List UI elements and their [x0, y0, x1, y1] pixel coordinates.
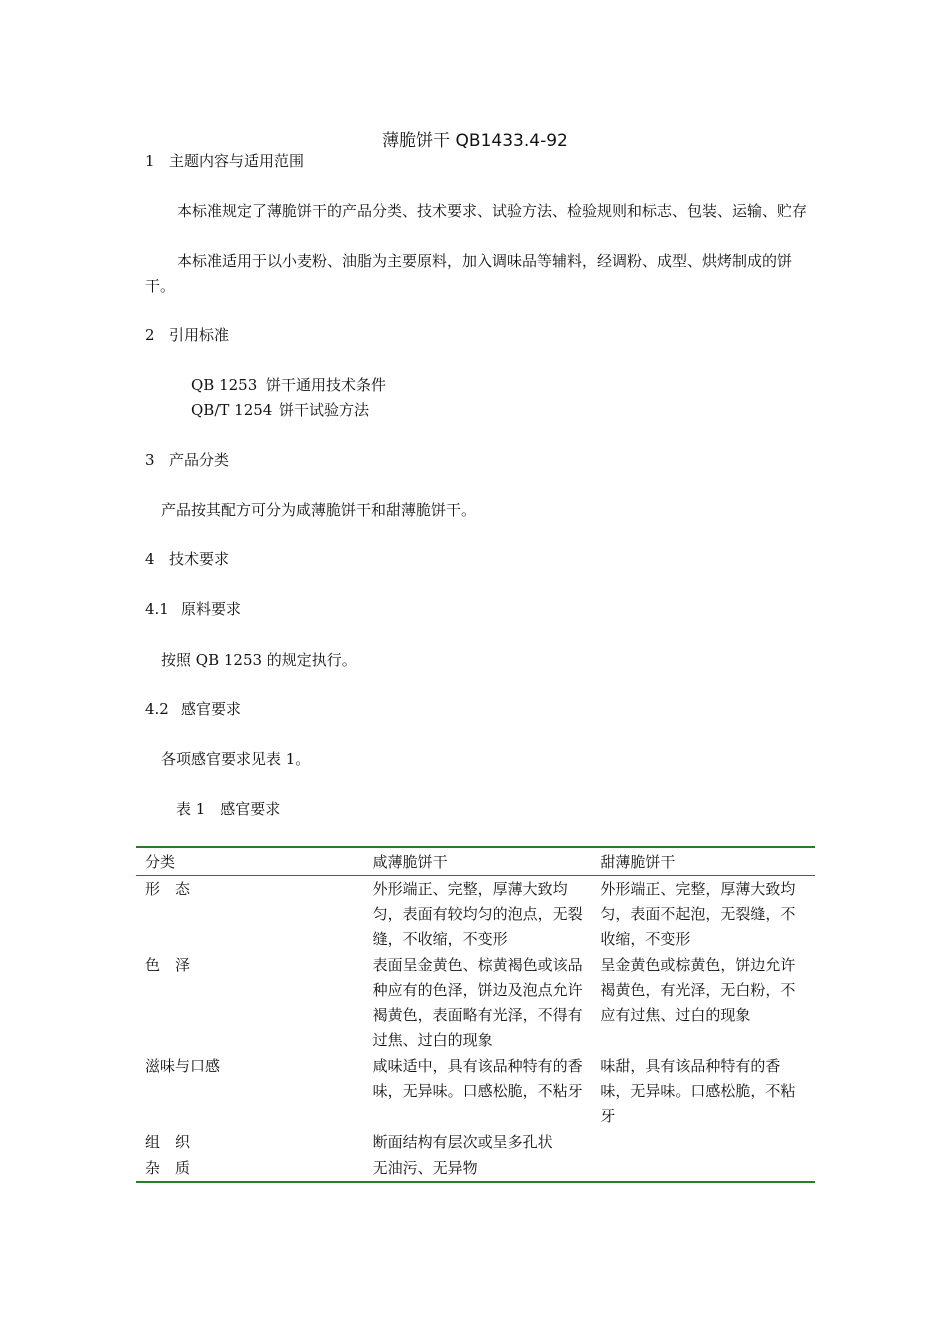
- reference-code: QB 1253: [191, 376, 258, 394]
- section-number: 4: [145, 550, 155, 568]
- table-row: [136, 1129, 815, 1155]
- sweet-value: 外形端正、完整，厚薄大致均匀，表面不起泡，无裂缝，不收缩，不变形: [600, 880, 796, 948]
- sensory-paragraph: 各项感官要求见表 1。: [161, 750, 311, 768]
- sweet-value: 呈金黄色或棕黄色，饼边允许褐黄色，有光泽，无白粉，不应有过焦、过白的现象: [600, 956, 796, 1024]
- sweet-value: [591, 1155, 815, 1182]
- sensory-requirements-table: [136, 846, 815, 1183]
- section-1-heading: [145, 151, 304, 171]
- table-caption: 表 1 感官要求: [176, 800, 281, 818]
- table-row: [136, 1053, 815, 1129]
- section-4-heading: [145, 549, 229, 569]
- salty-value: 外形端正、完整，厚薄大致均匀，表面有较均匀的泡点，无裂缝，不收缩，不变形: [372, 880, 583, 948]
- scope-paragraph-1: 本标准规定了薄脆饼干的产品分类、技术要求、试验方法、检验规则和标志、包装、运输、贮存: [177, 202, 808, 220]
- section-2-heading: [145, 325, 229, 345]
- reference-item: [191, 375, 386, 395]
- section-number: 1: [145, 152, 155, 170]
- section-number: 2: [145, 326, 155, 344]
- salty-value: 断面结构有层次或呈多孔状: [372, 1133, 553, 1151]
- row-item: 色 泽: [145, 956, 191, 974]
- column-header-sweet: 甜薄脆饼干: [591, 847, 815, 876]
- salty-value: 无油污、无异物: [372, 1159, 478, 1177]
- column-header-category: 分类: [136, 847, 364, 876]
- reference-item: [191, 400, 369, 420]
- salty-value: 表面呈金黄色、棕黄褐色或该品种应有的色泽，饼边及泡点允许褐黄色，表面略有光泽，不得有过焦、过白的现象: [372, 956, 583, 1049]
- column-header-salty: 咸薄脆饼干: [364, 847, 592, 876]
- section-title: 技术要求: [169, 550, 230, 568]
- row-item: 杂 质: [145, 1159, 191, 1177]
- classification-paragraph: 产品按其配方可分为咸薄脆饼干和甜薄脆饼干。: [161, 501, 477, 519]
- row-item: 形 态: [145, 880, 191, 898]
- salty-value: 咸味适中，具有该品种特有的香味，无异味。口感松脆，不粘牙: [372, 1057, 583, 1100]
- reference-name: 饼干试验方法: [279, 401, 370, 419]
- raw-material-paragraph: 按照 QB 1253 的规定执行。: [161, 651, 357, 669]
- reference-code: QB/T 1254: [191, 401, 273, 419]
- sweet-value: 味甜，具有该品种特有的香味，无异味。口感松脆，不粘牙: [600, 1057, 796, 1125]
- section-title: 主题内容与适用范围: [169, 152, 305, 170]
- section-title: 原料要求: [181, 600, 242, 618]
- section-title: 感官要求: [181, 700, 242, 718]
- table-header-row: [136, 847, 815, 876]
- row-item: 组 织: [145, 1133, 191, 1151]
- section-3-heading: [145, 450, 229, 470]
- reference-name: 饼干通用技术条件: [266, 376, 387, 394]
- table-row: [136, 1155, 815, 1182]
- section-number: 3: [145, 451, 155, 469]
- section-title: 产品分类: [169, 451, 230, 469]
- scope-paragraph-2: 本标准适用于以小麦粉、油脂为主要原料，加入调味品等辅料，经调粉、成型、烘烤制成的饼干。: [145, 252, 793, 295]
- section-title: 引用标准: [169, 326, 230, 344]
- document-title: 薄脆饼干 QB1433.4-92: [382, 131, 568, 151]
- section-number: 4.1: [145, 600, 169, 618]
- row-item: 滋味与口感: [145, 1057, 221, 1075]
- section-number: 4.2: [145, 700, 169, 718]
- table-row: [136, 876, 815, 953]
- section-4-2-heading: [145, 699, 241, 719]
- section-4-1-heading: [145, 599, 241, 619]
- sweet-value: [591, 1129, 815, 1155]
- table-row: [136, 952, 815, 1053]
